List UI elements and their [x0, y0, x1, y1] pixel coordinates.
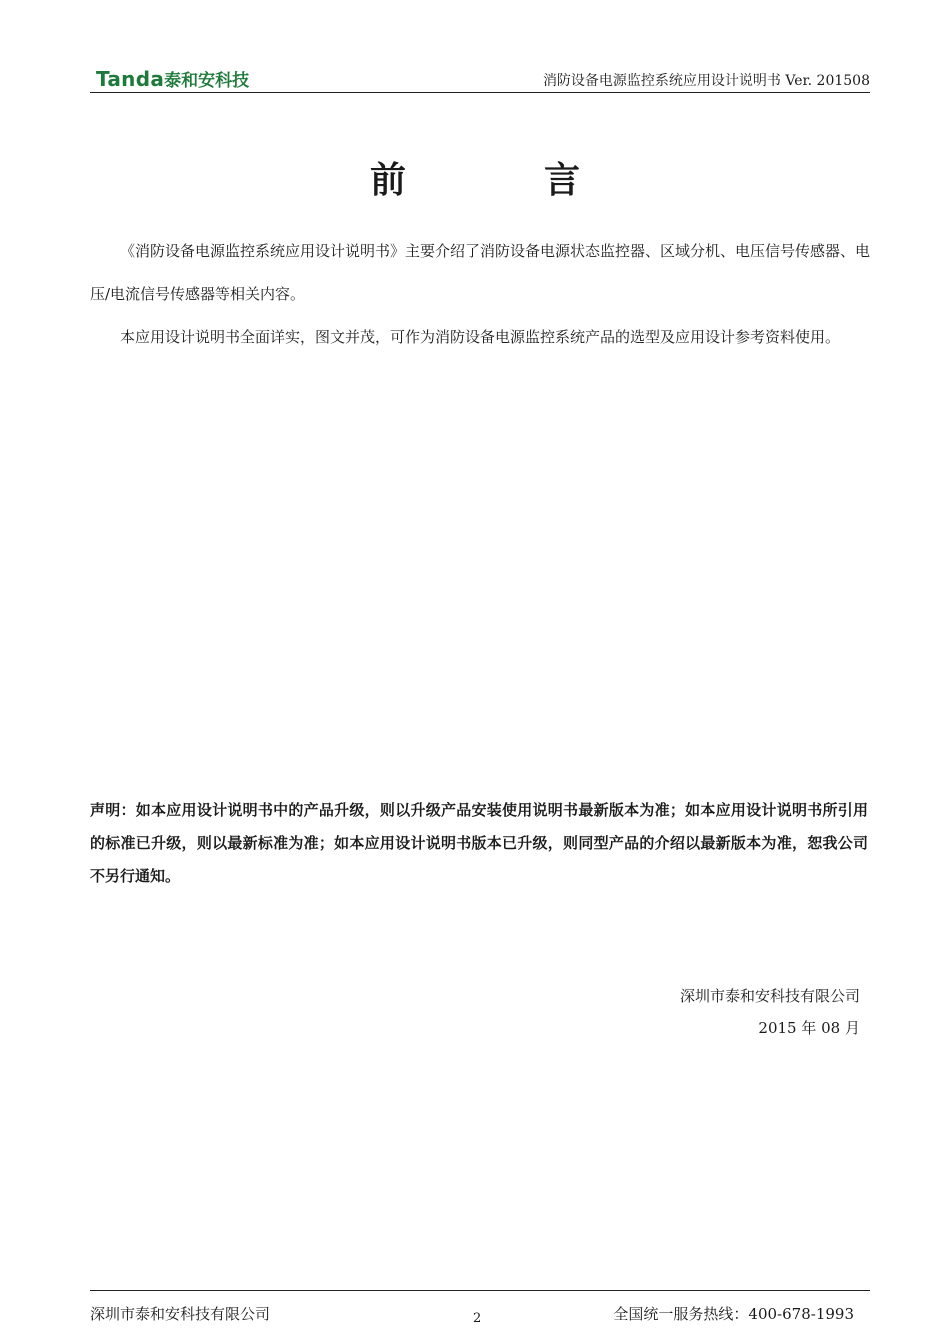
- page-header: [90, 62, 870, 93]
- page-title-char-1: 前: [369, 160, 406, 201]
- signature-date: 2015 年 08 月: [758, 1019, 860, 1037]
- footer-company: 深圳市泰和安科技有限公司: [90, 1305, 271, 1323]
- preface-paragraph-2: 本应用设计说明书全面详实，图文并茂，可作为消防设备电源监控系统产品的选型及应用设计参考资料使用。: [120, 328, 841, 346]
- company-logo: [96, 66, 249, 91]
- logo-text-en: Tanda: [96, 67, 165, 91]
- signature-block: [680, 980, 860, 1044]
- service-hotline: 全国统一服务热线：400-678-1993: [613, 1305, 854, 1323]
- preface-paragraph-1: 《消防设备电源监控系统应用设计说明书》主要介绍了消防设备电源状态监控器、区域分机、电压信号传感器、电压/电流信号传感器等相关内容。: [90, 242, 871, 303]
- page-title: [0, 152, 950, 203]
- page-title-char-2: 言: [544, 160, 581, 201]
- page-footer: [90, 1290, 870, 1331]
- preface-body: [90, 230, 870, 359]
- signature-company: 深圳市泰和安科技有限公司: [679, 987, 860, 1005]
- document-title: 消防设备电源监控系统应用设计说明书 Ver. 201508: [542, 73, 870, 89]
- disclaimer-notice: 声明：如本应用设计说明书中的产品升级，则以升级产品安装使用说明书最新版本为准；如本应用设计说明书所引用的标准已升级，则以最新标准为准；如本应用设计说明书版本已升级，则同型产品的介绍以最新版本为准，恕我公司不另行通知。: [90, 801, 868, 885]
- page-number: 2: [473, 1311, 482, 1326]
- logo-text-cn: 泰和安科技: [164, 71, 250, 91]
